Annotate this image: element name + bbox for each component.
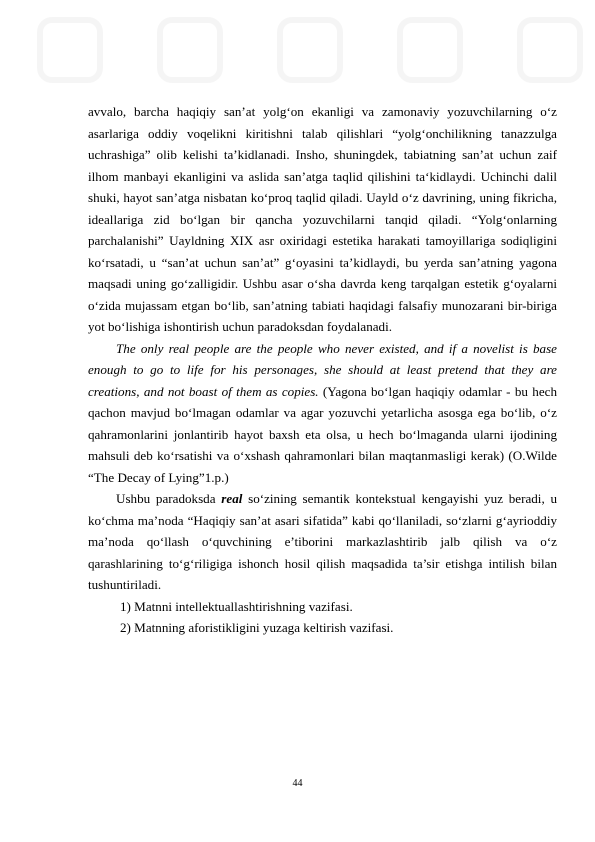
paragraph-2 <box>88 338 557 489</box>
highlighted-term: real <box>221 491 243 506</box>
paragraph-3-end: so‘zining semantik kontekstual kengayishi yuz beradi, u ko‘chma ma’noda “Haqiqiy san’at asari sifatida” kabi qo‘llaniladi, so‘zlarni g‘ayrioddiy ma’noda qo‘llash o‘quvchining e’tiborini markazlashtirib jalb qilish va o‘z qarashlarining to‘g‘riligiga ishonch hosil qilish maqsadida ta’sir etishga intilish bilan tushuntiriladi. <box>88 491 557 592</box>
english-quote: The only real people are the people who never existed, and if a novelist is base enough to go to life for his personages, she should at least pretend that they are creations, and not boast of them as copies. <box>88 340 557 399</box>
quote-translation: (Yagona bo‘lgan haqiqiy odamlar - bu hech qachon mavjud bo‘lmagan odamlar va agar yozuvchi yetarlicha asosga ega bo‘lib, o‘z qahramonlarini jonlantirib hayot baxsh eta olsa, u hech bo‘lmaganda ularni ijodining mahsuli deb ko‘rsatishi va o‘xshash qahramonlari bilan maqtanmasligi kerak) (O.Wilde “The Decay of Lying”1.p.) <box>88 383 557 485</box>
list-item: 2) Matnning aforistikligini yuzaga keltirish vazifasi. <box>120 620 394 635</box>
paragraph-3-start: Ushbu paradoksda <box>116 491 222 506</box>
page-number: 44 <box>292 778 303 789</box>
list-item: 1) Matnni intellektuallashtirishning vazifasi. <box>120 598 353 614</box>
paragraph-1: avvalo, barcha haqiqiy san’at yolg‘on ekanligi va zamonaviy yozuvchilarning o‘z asarlariga oddiy voqelikni kiritishni talab qilishlari “yolg‘onchilikning tanazzulga uchrashiga” olib kelishi ta’kidlanadi. Insho, shuningdek, tabiatning san’at uchun zaif ilhom manbayi ekanligini va aslida san’atga taqlid qilishini ta‘kidlaydi. Uchinchi dalil shuki, hayot san’atga nisbatan ko‘proq taqlid qiladi. Uayld o‘z davrining, uning fikricha, ideallariga zid bo‘lgan bir qancha yozuvchilarni tanqid qiladi. “Yolg‘onlarning parchalanishi” Uayldning XIX asr oxiridagi estetika harakati tamoyillariga sodiqligini ko‘rsatadi, u “san’at uchun san’at” g‘oyasini ta’kidlaydi, bu yerda san’atning yagona maqsadi uning go‘zalligidir. Ushbu asar o‘sha davrda keng tarqalgan estetik g‘oyalarni o‘zida mujassam etgan bo‘lib, san’atning tabiati haqidagi falsafiy munozarani bir-biriga yot bo‘lishiga ishontirish uchun paradoksdan foydalanadi. <box>88 104 557 334</box>
document-body <box>88 101 557 639</box>
paragraph-3 <box>88 488 557 596</box>
